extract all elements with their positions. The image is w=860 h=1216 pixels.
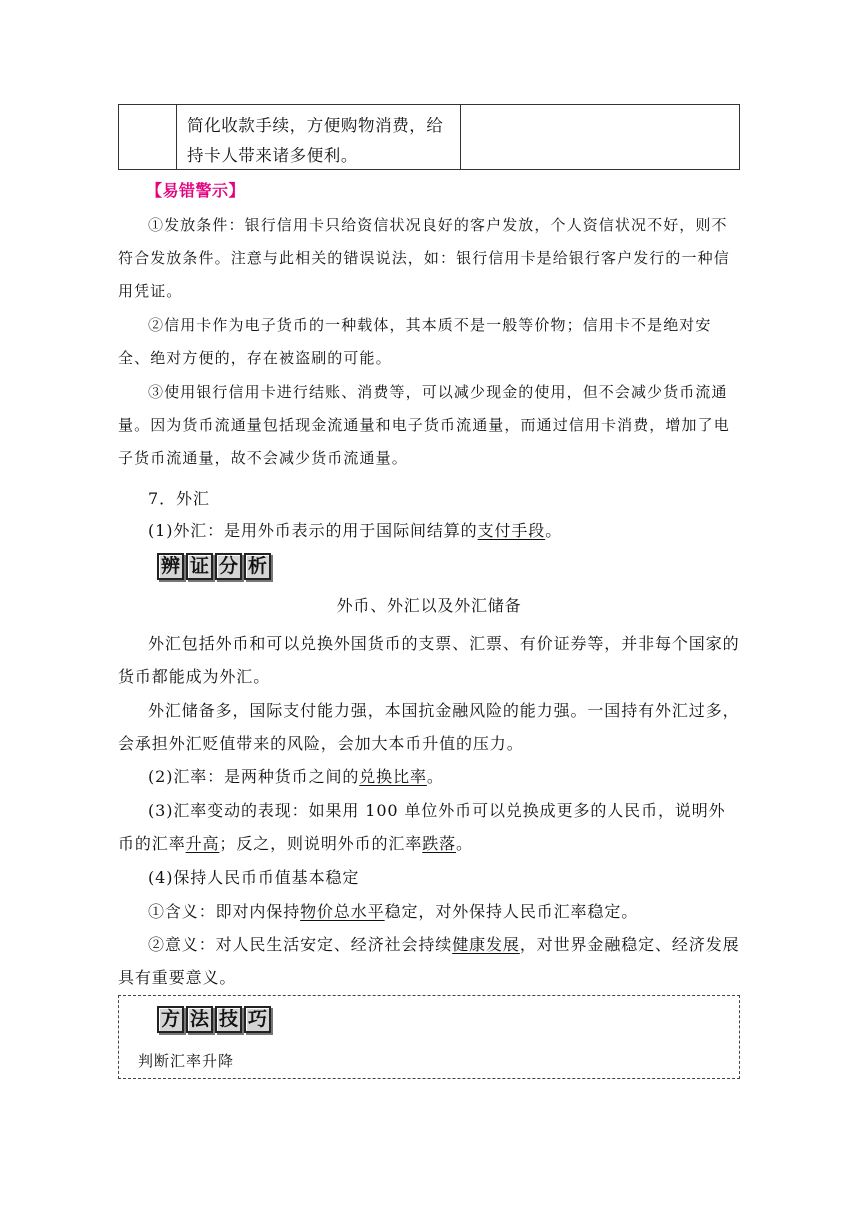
rate-underline: 兑换比率	[359, 767, 427, 786]
change-c: 。	[456, 834, 473, 853]
forex-definition-pre: (1)外汇：是用外币表示的用于国际间结算的	[148, 521, 478, 540]
stable-significance	[118, 928, 740, 994]
stable-meaning	[118, 895, 740, 928]
rate-pre: (2)汇率：是两种货币之间的	[148, 767, 360, 786]
analysis-badge-char-4: 析	[244, 553, 271, 580]
method-badge-char-1: 方	[157, 1006, 184, 1033]
warning-paragraph-2: ②信用卡作为电子货币的一种载体，其本质不是一般等价物；信用卡不是绝对安全、绝对方便的，存在被盗刷的可能。	[118, 316, 712, 367]
significance-underline: 健康发展	[452, 935, 520, 954]
warning-tag: 【易错警示】	[146, 181, 246, 200]
exchange-rate-definition	[118, 760, 740, 793]
significance-pre: ②意义：对人民生活安定、经济社会持续	[148, 935, 453, 954]
table-line-1: 简化收款手续，方便购物消费，给	[187, 116, 444, 135]
table-cell-empty-right	[461, 105, 739, 169]
change-underline-2: 跌落	[422, 834, 457, 853]
method-subtitle: 判断汇率升降	[138, 1052, 235, 1070]
forex-definition-underline: 支付手段	[477, 521, 546, 540]
warning-paragraph-1: ①发放条件：银行信用卡只给资信状况良好的客户发放，个人资信状况不好，则不符合发放条件。注意与此相关的错误说法，如：银行信用卡是给银行客户发行的一种信用凭证。	[118, 216, 730, 300]
table-cell-empty-left	[119, 105, 177, 169]
change-underline-1: 升高	[185, 834, 220, 853]
analysis-badge	[157, 553, 271, 580]
meaning-post: 稳定，对外保持人民币汇率稳定。	[384, 902, 639, 921]
forex-definition-post: 。	[545, 521, 563, 540]
analysis-paragraph-2: 外汇储备多，国际支付能力强，本国抗金融风险的能力强。一国持有外汇过多，会承担外汇贬值带来的风险，会加大本币升值的压力。	[118, 701, 740, 753]
method-badge	[157, 1006, 271, 1033]
warning-paragraph-3: ③使用银行信用卡进行结账、消费等，可以减少现金的使用，但不会减少货币流通量。因为货币流通量包括现金流通量和电子货币流通量，而通过信用卡消费，增加了电子货币流通量，故不会减少货币流通量。	[118, 383, 730, 467]
change-b: ；反之，则说明外币的汇率	[219, 834, 423, 853]
forex-definition	[118, 514, 740, 547]
method-badge-char-4: 巧	[244, 1006, 271, 1033]
analysis-badge-char-3: 分	[215, 553, 242, 580]
rate-change-paragraph	[118, 794, 740, 860]
rate-post: 。	[426, 767, 444, 786]
table-line-2: 持卡人带来诸多便利。	[187, 146, 358, 165]
table-fragment	[118, 104, 740, 170]
analysis-paragraph-1: 外汇包括外币和可以兑换外国货币的支票、汇票、有价证券等，并非每个国家的货币都能成为外汇。	[118, 634, 740, 686]
analysis-title: 外币、外汇以及外汇储备	[336, 596, 522, 615]
meaning-pre: ①含义：即对内保持	[148, 902, 301, 921]
analysis-badge-char-1: 辨	[157, 553, 184, 580]
analysis-badge-char-2: 证	[186, 553, 213, 580]
table-cell-text	[177, 105, 461, 169]
meaning-underline: 物价总水平	[300, 902, 385, 921]
method-badge-char-3: 技	[215, 1006, 242, 1033]
method-badge-char-2: 法	[186, 1006, 213, 1033]
stable-heading: (4)保持人民币币值基本稳定	[148, 868, 360, 887]
change-a: (3)汇率变动的表现：如果用 100 单位外币可以兑换成更多的人民币，说明外币的汇率	[118, 801, 726, 853]
section-7-heading: 7．外汇	[148, 489, 210, 508]
significance-post: ，对世界金融稳定、经济发展具有重要意义。	[118, 935, 740, 987]
